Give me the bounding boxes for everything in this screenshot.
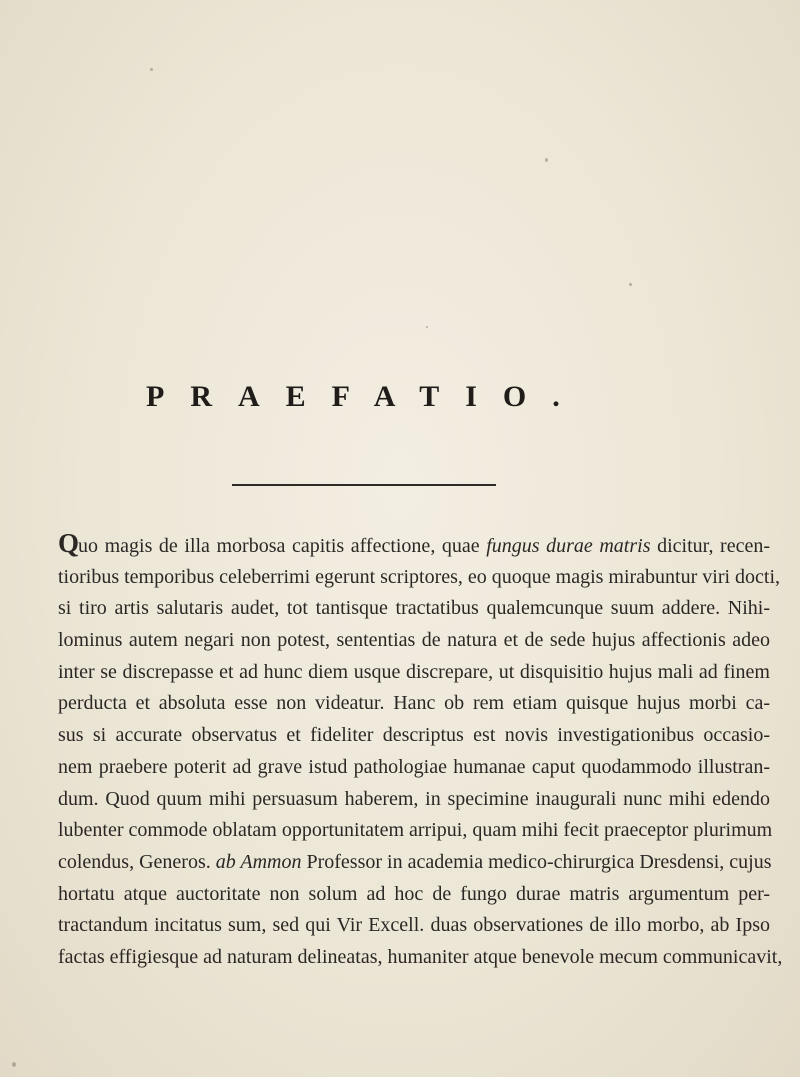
text-run: tioribus temporibus celeberrimi egerunt scriptores, eo quoque magis mirabuntur viri docti, — [58, 565, 781, 588]
italic-phrase: fungus durae matris — [486, 535, 651, 557]
text-line — [58, 752, 770, 784]
text-line — [58, 784, 770, 816]
italic-phrase: ab Ammon — [215, 850, 302, 873]
preface-paragraph — [58, 528, 783, 974]
text-run: hortatu atque auctoritate non solum ad hoc de fungo durae matris argumentum per- — [58, 882, 770, 905]
text-run: perducta et absoluta esse non videatur. Hanc ob rem etiam quisque hujus morbi ca- — [58, 692, 770, 715]
page-title: PRAEFATIO. — [146, 380, 586, 413]
text-run: inter se discrepasse et ad hunc diem usque discrepare, ut disquisitio hujus mali ad finem — [58, 660, 770, 683]
text-run: tractandum incitatus sum, sed qui Vir Excell. duas observationes de illo morbo, ab Ipso — [58, 914, 770, 937]
text-run: sus si accurate observatus et fideliter descriptus est novis investigationibus occasio- — [58, 724, 770, 747]
paper-speck — [150, 68, 153, 71]
text-line — [58, 720, 770, 752]
paper-speck — [12, 1062, 16, 1067]
text-run: dicitur, recen- — [650, 535, 771, 557]
text-line — [58, 625, 770, 657]
text-line — [58, 879, 770, 911]
text-run: factas effigiesque ad naturam delineatas, humaniter atque benevole mecum communicavit, — [58, 945, 783, 968]
text-line — [58, 530, 770, 562]
text-line — [58, 847, 770, 879]
title-divider — [232, 484, 496, 486]
text-line — [58, 910, 770, 942]
text-run: uo magis de illa morbosa capitis affectione, quae — [78, 535, 487, 557]
paper-speck — [545, 158, 548, 162]
text-line — [58, 942, 783, 974]
text-run: lominus autem negari non potest, sententias de natura et de sede hujus affectionis adeo — [58, 629, 770, 652]
text-line — [58, 657, 770, 689]
text-run: lubenter commode oblatam opportunitatem arripui, quam mihi fecit praeceptor plurimum — [58, 819, 773, 842]
paper-speck — [629, 283, 632, 286]
initial-letter: Q — [58, 528, 79, 558]
text-line — [58, 562, 781, 594]
text-line — [58, 593, 770, 625]
text-run: colendus, Generos. — [58, 850, 216, 873]
text-line — [58, 688, 770, 720]
text-run: Professor in academia medico-chirurgica Dresdensi, cujus — [301, 850, 772, 873]
paper-speck — [426, 326, 428, 328]
text-run: si tiro artis salutaris audet, tot tantisque tractatibus qualemcunque suum addere. Nihi- — [58, 597, 770, 620]
text-run: dum. Quod quum mihi persuasum haberem, in specimine inaugurali nunc mihi edendo — [58, 787, 770, 810]
text-run: nem praebere poterit ad grave istud pathologiae humanae caput quodammodo illustran- — [58, 755, 770, 778]
text-line — [58, 815, 773, 847]
